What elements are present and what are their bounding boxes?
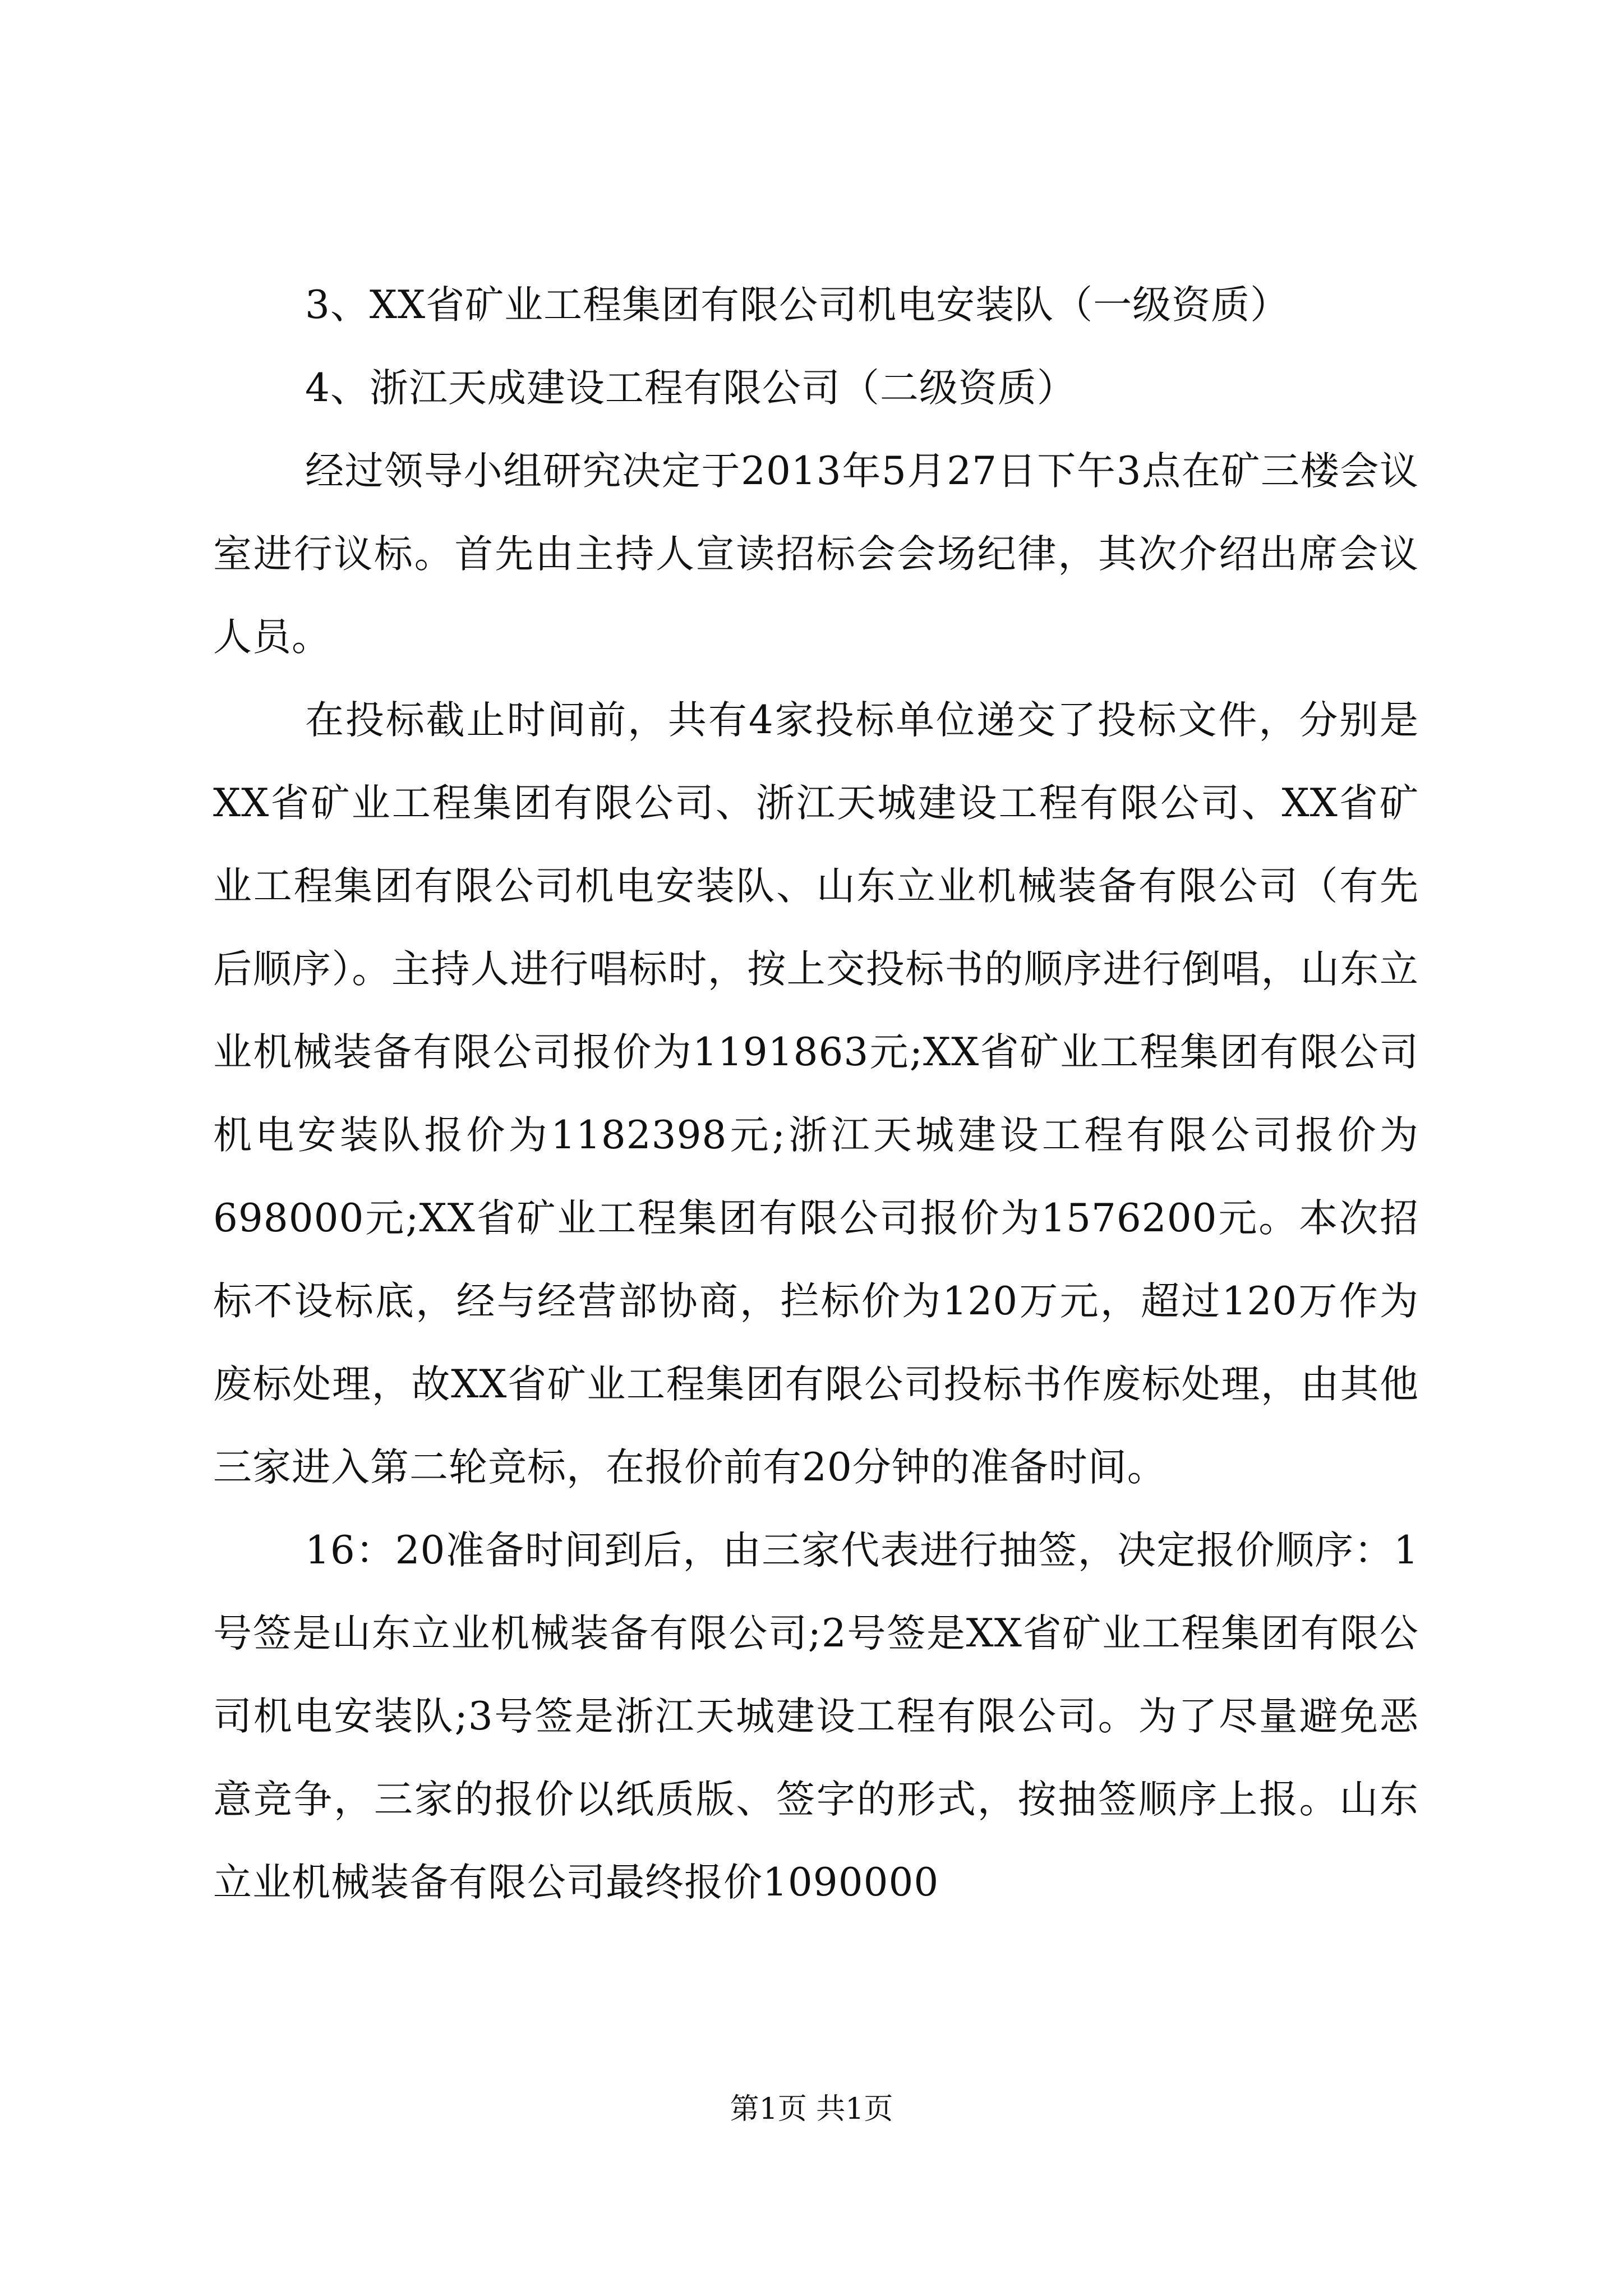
qualification-item-3: 3、XX省矿业工程集团有限公司机电安装队（一级资质） xyxy=(305,283,1290,328)
paragraph-second-round: 16：20准备时间到后，由三家代表进行抽签，决定报价顺序：1号签是山东立业机械装备有限公司;2号签是XX省矿业工程集团有限公司机电安装队;3号签是浙江天城建设工程有限公司。为了尽量避免恶意竞争，三家的报价以纸质版、签字的形式，按抽签顺序上报。山东立业机械装备有限公司最终报价1090000 xyxy=(213,1528,1419,1905)
page-number-footer: 第1页 共1页 xyxy=(730,2092,893,2126)
qualification-item-4: 4、浙江天成建设工程有限公司（二级资质） xyxy=(305,366,1076,411)
paragraph-meeting-decision: 经过领导小组研究决定于2013年5月27日下午3点在矿三楼会议室进行议标。首先由主持人宣读招标会会场纪律，其次介绍出席会议人员。 xyxy=(213,449,1419,660)
document-body xyxy=(213,264,1419,1924)
paragraph-bid-opening: 在投标截止时间前，共有4家投标单位递交了投标文件，分别是XX省矿业工程集团有限公司、浙江天城建设工程有限公司、XX省矿业工程集团有限公司机电安装队、山东立业机械装备有限公司（有先后顺序）。主持人进行唱标时，按上交投标书的顺序进行倒唱，山东立业机械装备有限公司报价为1191863元;XX省矿业工程集团有限公司机电安装队报价为1182398元;浙江天城建设工程有限公司报价为698000元;XX省矿业工程集团有限公司报价为1576200元。本次招标不设标底，经与经营部协商，拦标价为120万元，超过120万作为废标处理，故XX省矿业工程集团有限公司投标书作废标处理，由其他三家进入第二轮竞标，在报价前有20分钟的准备时间。 xyxy=(213,698,1419,1490)
